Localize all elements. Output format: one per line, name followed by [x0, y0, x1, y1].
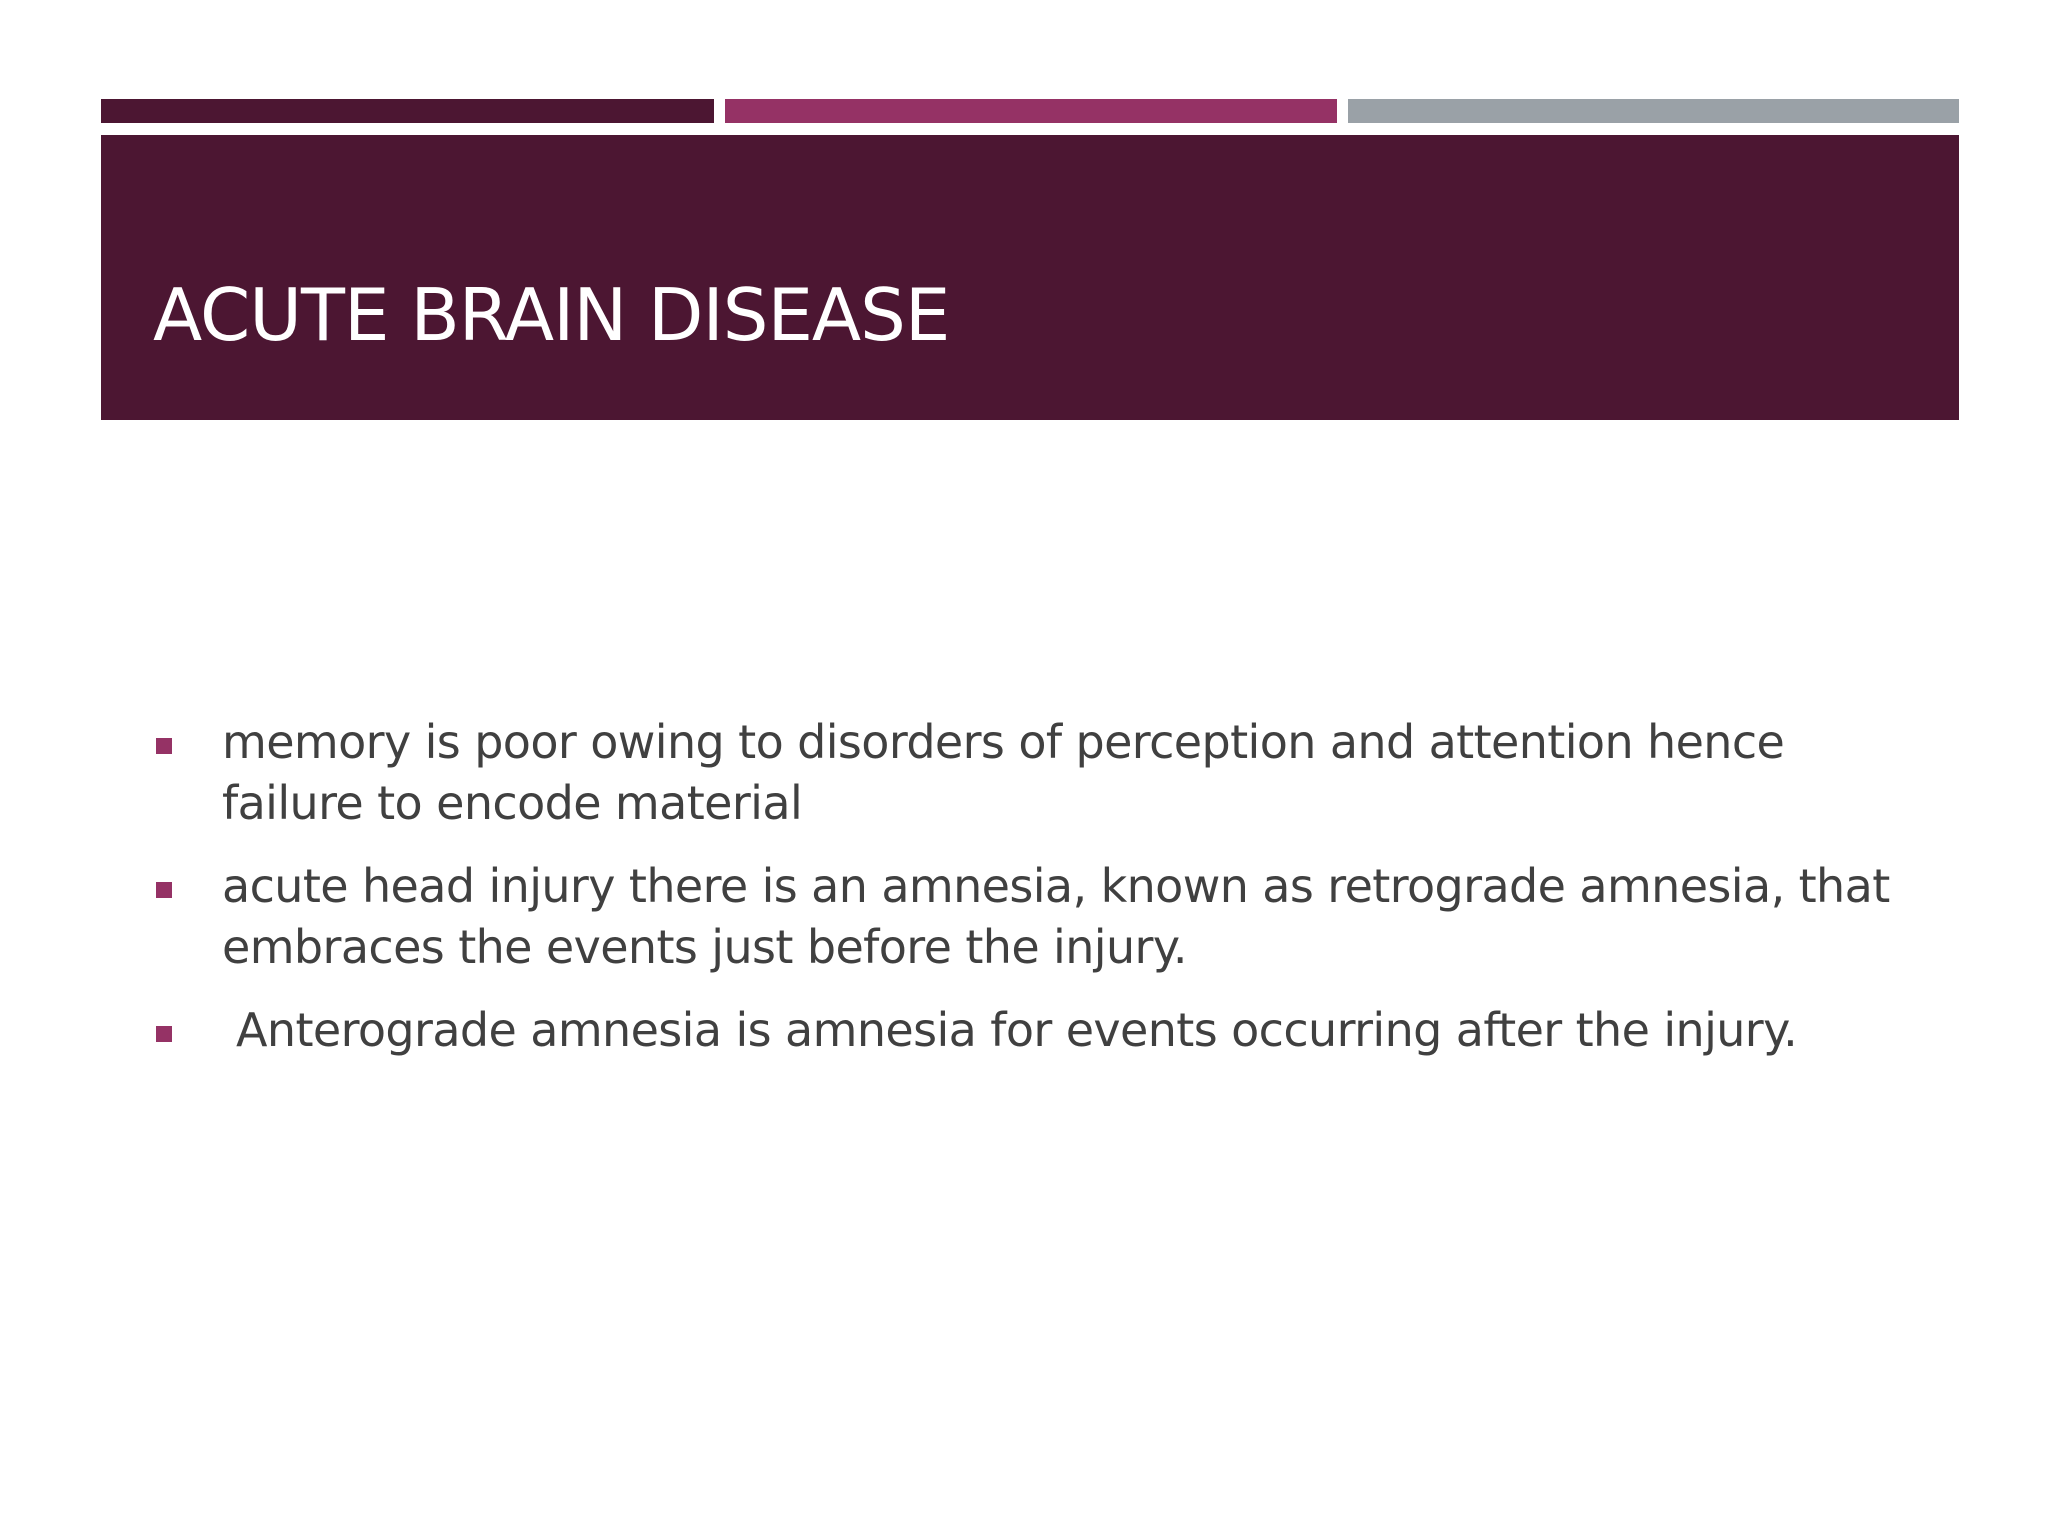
slide-title: ACUTE BRAIN DISEASE: [153, 273, 950, 357]
square-bullet-icon: [156, 882, 172, 898]
accent-bar-gray: [1348, 99, 1959, 123]
bullet-text: acute head injury there is an amnesia, known as retrograde amnesia, that embraces the events just before the injury.: [222, 859, 1890, 974]
square-bullet-icon: [156, 738, 172, 754]
bullet-item: [154, 1000, 1914, 1061]
bullet-text: memory is poor owing to disorders of perception and attention hence failure to encode material: [222, 715, 1785, 830]
bullet-text: Anterograde amnesia is amnesia for events occurring after the injury.: [222, 1003, 1798, 1057]
bullet-item: [154, 856, 1914, 978]
title-band: [101, 135, 1959, 420]
bullet-list: [154, 712, 1914, 1083]
accent-bar-dark: [101, 99, 714, 123]
accent-bar-magenta: [725, 99, 1337, 123]
bullet-item: [154, 712, 1914, 834]
square-bullet-icon: [156, 1026, 172, 1042]
